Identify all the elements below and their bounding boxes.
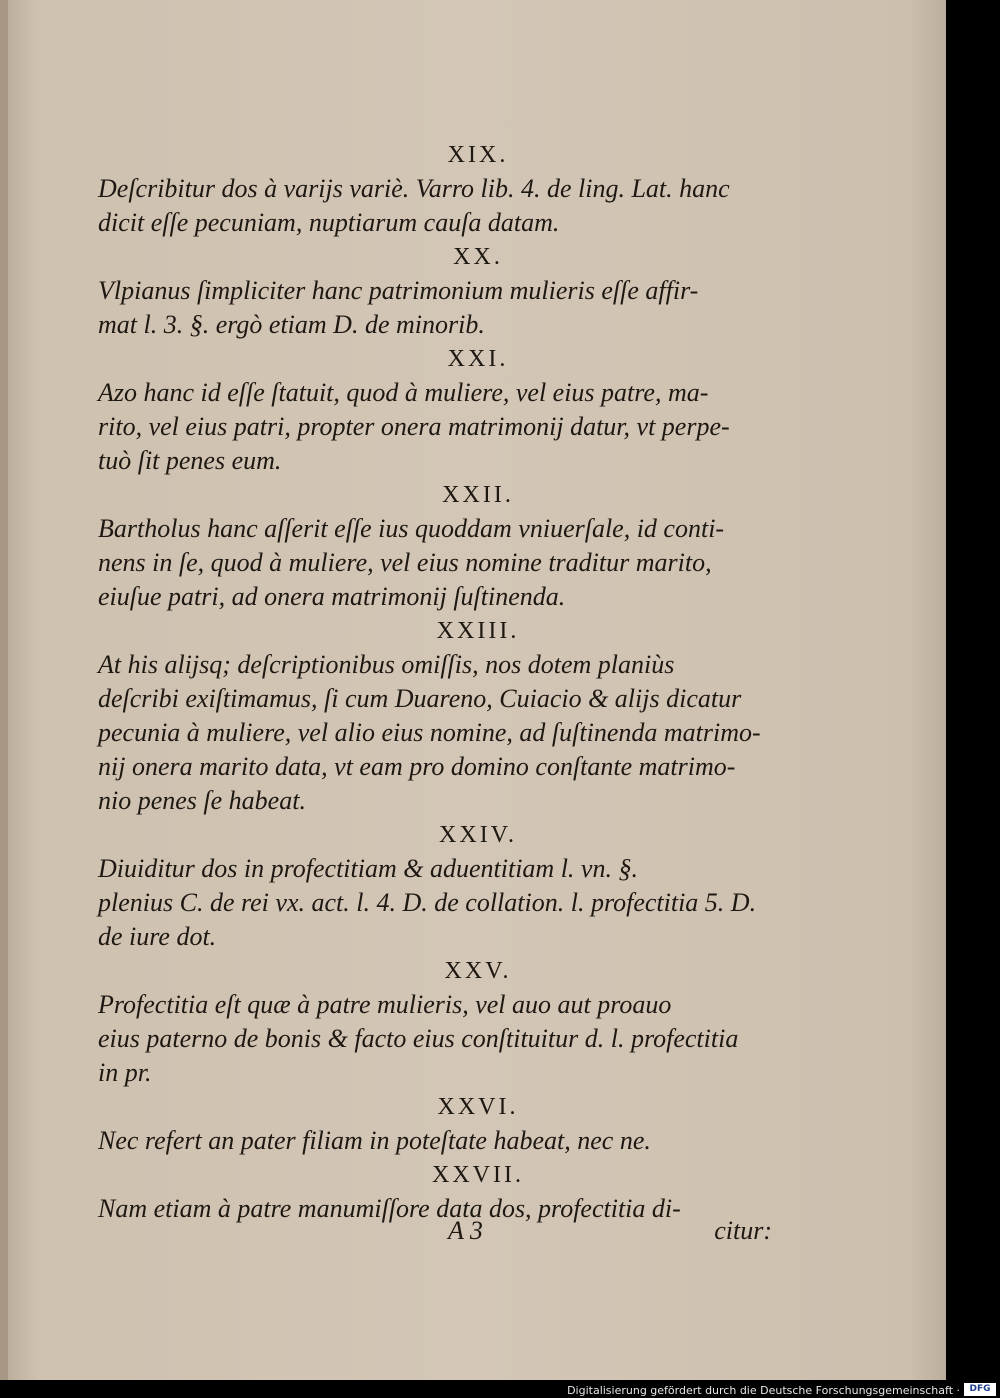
section-19 bbox=[98, 138, 798, 240]
section-paragraph bbox=[98, 648, 798, 818]
text-line: dicit eſſe pecuniam, nuptiarum cauſa datam. bbox=[98, 208, 560, 237]
section-numeral: XXI. bbox=[447, 346, 509, 372]
text-line: plenius C. de rei vx. act. l. 4. D. de collation. l. profectitia 5. D. bbox=[98, 888, 757, 917]
digitization-credit: Digitalisierung gefördert durch die Deutsche Forschungsgemeinschaft · bbox=[567, 1384, 960, 1397]
text-line: in pr. bbox=[98, 1058, 152, 1087]
section-paragraph bbox=[98, 274, 798, 342]
text-line: tuò ſit penes eum. bbox=[98, 446, 282, 475]
section-paragraph bbox=[98, 172, 798, 240]
text-line: Bartholus hanc aſſerit eſſe ius quoddam vniuerſale, id conti- bbox=[98, 514, 725, 543]
section-paragraph bbox=[98, 512, 798, 614]
text-line: nij onera marito data, vt eam pro domino conſtante matrimo- bbox=[98, 752, 736, 781]
text-line: nio penes ſe habeat. bbox=[98, 786, 306, 815]
dfg-logo: DFG bbox=[964, 1383, 996, 1396]
text-line: Diuiditur dos in profectitiam & aduentitiam l. vn. §. bbox=[98, 854, 638, 883]
page-spine-shadow bbox=[0, 0, 8, 1380]
page-footer bbox=[100, 1216, 780, 1250]
page-text bbox=[98, 138, 798, 1226]
text-line: rito, vel eius patri, propter onera matrimonij datur, vt perpe- bbox=[98, 412, 730, 441]
section-25 bbox=[98, 954, 798, 1090]
text-line: pecunia à muliere, vel alio eius nomine, ad ſuſtinenda matrimo- bbox=[98, 718, 761, 747]
section-20 bbox=[98, 240, 798, 342]
text-line: At his alijsq; deſcriptionibus omiſſis, nos dotem planiùs bbox=[98, 650, 675, 679]
section-paragraph bbox=[98, 1124, 798, 1158]
section-numeral: XIX. bbox=[447, 142, 509, 168]
section-numeral: XXVI. bbox=[437, 1094, 519, 1120]
section-paragraph bbox=[98, 988, 798, 1090]
section-22 bbox=[98, 478, 798, 614]
text-line: Vlpianus ſimpliciter hanc patrimonium mulieris eſſe affir- bbox=[98, 276, 699, 305]
section-numeral: XXV. bbox=[444, 958, 512, 984]
signature-mark: A 3 bbox=[448, 1216, 483, 1245]
section-numeral: XXII. bbox=[442, 482, 514, 508]
text-line: eius paterno de bonis & facto eius conſtituitur d. l. profectitia bbox=[98, 1024, 739, 1053]
text-line: Nec refert an pater filiam in poteſtate habeat, nec ne. bbox=[98, 1126, 651, 1155]
section-23 bbox=[98, 614, 798, 818]
section-21 bbox=[98, 342, 798, 478]
text-line: deſcribi exiſtimamus, ſi cum Duareno, Cuiacio & alijs dicatur bbox=[98, 684, 742, 713]
text-line: mat l. 3. §. ergò etiam D. de minorib. bbox=[98, 310, 485, 339]
section-24 bbox=[98, 818, 798, 954]
section-paragraph bbox=[98, 852, 798, 954]
section-26 bbox=[98, 1090, 798, 1158]
text-line: eiuſue patri, ad onera matrimonij ſuſtinenda. bbox=[98, 582, 566, 611]
text-line: Nam etiam à patre manumiſſore data dos, profectitia di- bbox=[98, 1194, 681, 1223]
catchword: citur: bbox=[714, 1216, 772, 1245]
text-line: Profectitia eſt quæ à patre mulieris, vel auo aut proauo bbox=[98, 990, 672, 1019]
section-paragraph bbox=[98, 376, 798, 478]
section-numeral: XXIII. bbox=[436, 618, 520, 644]
section-numeral: XX. bbox=[453, 244, 503, 270]
section-numeral: XXIV. bbox=[439, 822, 517, 848]
text-line: Azo hanc id eſſe ſtatuit, quod à muliere, vel eius patre, ma- bbox=[98, 378, 709, 407]
text-line: nens in ſe, quod à muliere, vel eius nomine traditur marito, bbox=[98, 548, 712, 577]
text-line: Deſcribitur dos à varijs variè. Varro lib. 4. de ling. Lat. hanc bbox=[98, 174, 730, 203]
section-numeral: XXVII. bbox=[432, 1162, 524, 1188]
text-line: de iure dot. bbox=[98, 922, 217, 951]
